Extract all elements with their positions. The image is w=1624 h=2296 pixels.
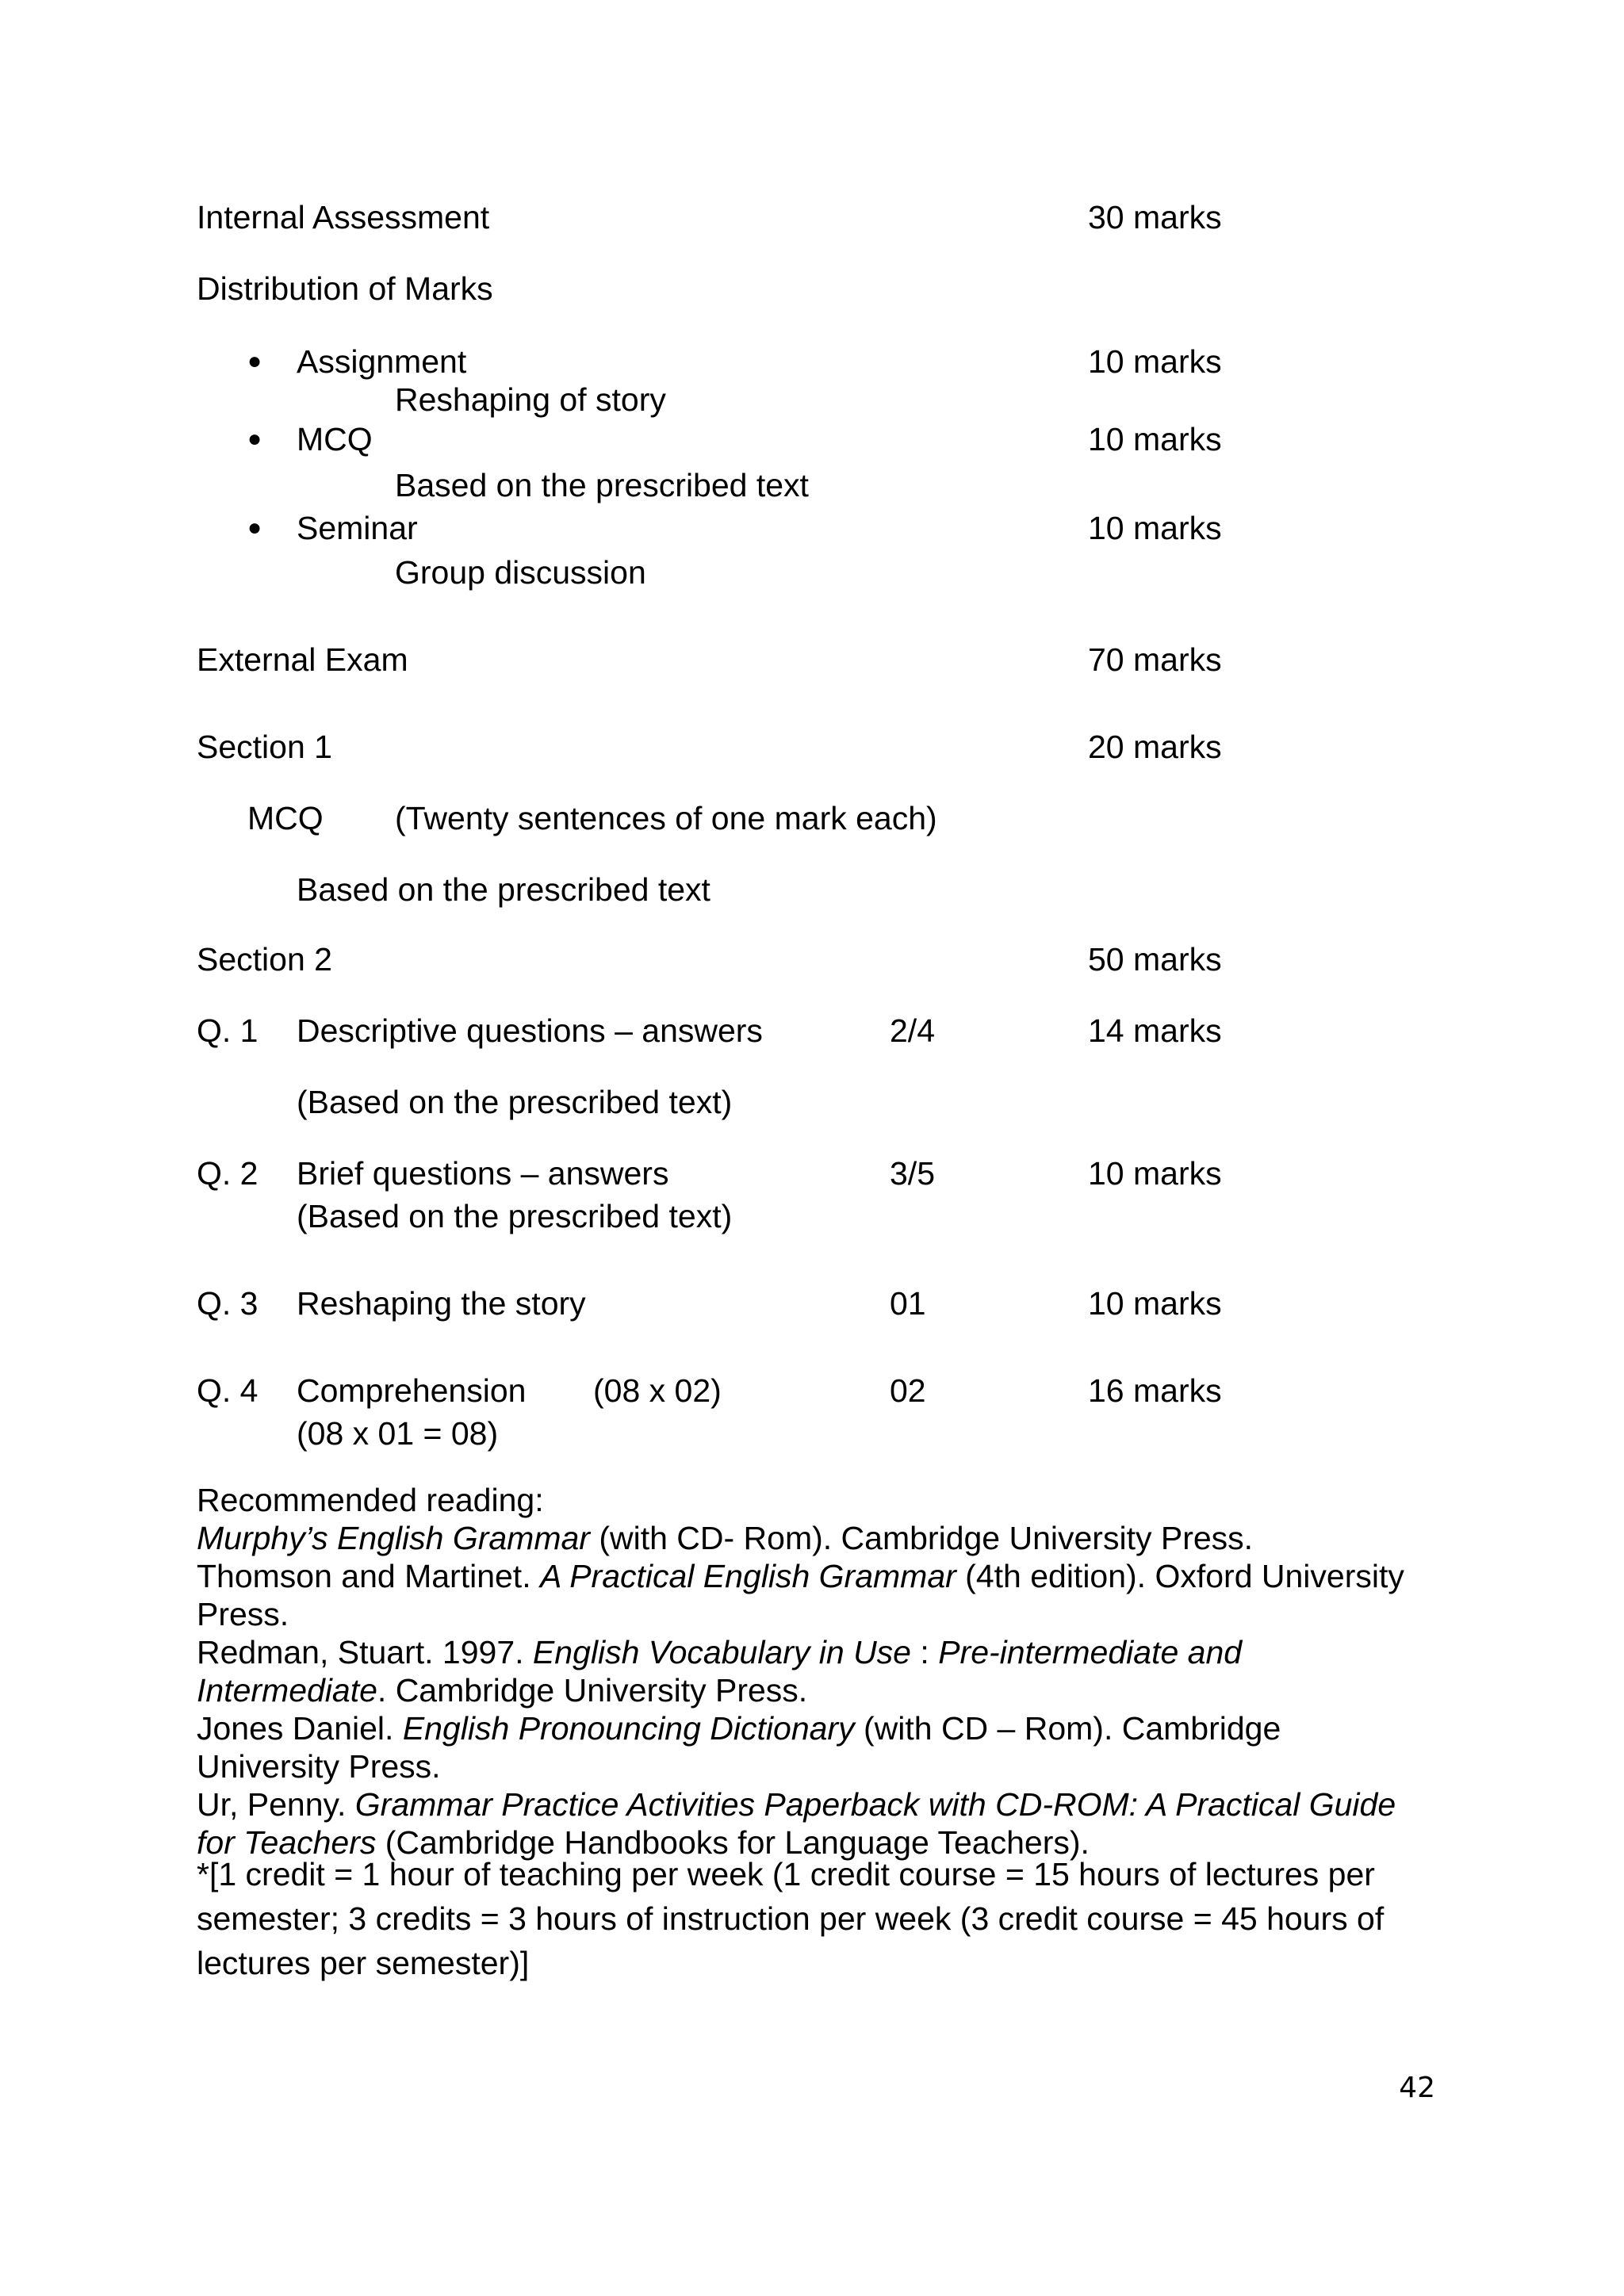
- ref3-title-b: Pre-intermediate and: [938, 1634, 1243, 1670]
- section1-title: Section 1: [197, 729, 332, 765]
- internal-assessment-marks: 30 marks: [1088, 199, 1222, 235]
- q4-count: 02: [890, 1372, 926, 1409]
- ref4-title: English Pronouncing Dictionary: [402, 1710, 855, 1747]
- q1-sub: (Based on the prescribed text): [297, 1084, 733, 1120]
- bullet-icon: ●: [247, 426, 262, 452]
- section2-title: Section 2: [197, 941, 332, 978]
- ref4-cont: University Press.: [197, 1748, 441, 1785]
- mcq-marks: 10 marks: [1088, 421, 1222, 457]
- credit-note: [197, 1852, 1434, 1985]
- external-exam-marks: 70 marks: [1088, 641, 1222, 678]
- q4-sub: (08 x 01 = 08): [297, 1415, 499, 1452]
- bullet-icon: ●: [247, 348, 262, 374]
- q2-number: Q. 2: [197, 1155, 259, 1192]
- assignment-label: Assignment: [297, 343, 467, 380]
- section2-marks: 50 marks: [1088, 941, 1222, 978]
- recommended-reading: [197, 1481, 1434, 1862]
- q3-count: 01: [890, 1285, 926, 1322]
- q3-marks: 10 marks: [1088, 1285, 1222, 1322]
- ref3-rest: . Cambridge University Press.: [377, 1672, 808, 1709]
- bullet-icon: ●: [247, 515, 262, 541]
- q4-extra: (08 x 02): [593, 1372, 722, 1409]
- ref3-title-a: English Vocabulary in Use: [532, 1634, 911, 1670]
- ref5-title-b: for Teachers: [197, 1824, 377, 1861]
- q2-sub: (Based on the prescribed text): [297, 1198, 733, 1234]
- credit-line-1: *[1 credit = 1 hour of teaching per week (1 credit course = 15 hours of lectures per: [197, 1856, 1375, 1892]
- q1-number: Q. 1: [197, 1012, 259, 1049]
- assignment-sub: Reshaping of story: [395, 381, 666, 418]
- ref4-pre: Jones Daniel.: [197, 1710, 403, 1747]
- mcq-sub: Based on the prescribed text: [395, 467, 809, 503]
- seminar-label: Seminar: [297, 510, 418, 546]
- ref3-pre: Redman, Stuart. 1997.: [197, 1634, 533, 1670]
- section1-mcq-desc: (Twenty sentences of one mark each): [395, 800, 937, 836]
- reference-3: [197, 1633, 1434, 1671]
- ref1-title: Murphy’s English Grammar: [197, 1520, 590, 1556]
- reference-3-cont: [197, 1671, 1434, 1709]
- credit-line-2: semester; 3 credits = 3 hours of instruction per week (3 credit course = 45 hours of: [197, 1900, 1385, 1937]
- q2-marks: 10 marks: [1088, 1155, 1222, 1192]
- ref3-title-c: Intermediate: [197, 1672, 377, 1709]
- reference-2: [197, 1557, 1434, 1595]
- seminar-marks: 10 marks: [1088, 510, 1222, 546]
- external-exam-title: External Exam: [197, 641, 408, 678]
- seminar-sub: Group discussion: [395, 554, 646, 591]
- ref1-rest: (with CD- Rom). Cambridge University Press.: [589, 1520, 1254, 1556]
- q4-number: Q. 4: [197, 1372, 259, 1409]
- q3-text: Reshaping the story: [297, 1285, 586, 1322]
- section1-mcq-sub: Based on the prescribed text: [297, 871, 710, 908]
- assignment-marks: 10 marks: [1088, 343, 1222, 380]
- ref2-pre: Thomson and Martinet.: [197, 1558, 540, 1594]
- q1-count: 2/4: [890, 1012, 935, 1049]
- credit-line-3: lectures per semester)]: [197, 1945, 530, 1981]
- reading-heading: Recommended reading:: [197, 1482, 544, 1518]
- reference-5: [197, 1785, 1434, 1823]
- q4-marks: 16 marks: [1088, 1372, 1222, 1409]
- ref2-cont: Press.: [197, 1596, 289, 1632]
- q2-count: 3/5: [890, 1155, 935, 1192]
- internal-assessment-title: Internal Assessment: [197, 199, 490, 235]
- q1-text: Descriptive questions – answers: [297, 1012, 763, 1049]
- section1-mcq-label: MCQ: [247, 800, 324, 836]
- mcq-label: MCQ: [297, 421, 373, 457]
- ref2-title: A Practical English Grammar: [539, 1558, 956, 1594]
- reference-1: [197, 1519, 1434, 1557]
- page-number: 42: [1399, 2072, 1435, 2104]
- ref3-mid: :: [911, 1634, 939, 1670]
- ref5-title-a: Grammar Practice Activities Paperback with CD-ROM: A Practical Guide: [354, 1786, 1396, 1823]
- distribution-heading: Distribution of Marks: [197, 270, 493, 307]
- ref2-rest: (4th edition). Oxford University: [956, 1558, 1404, 1594]
- section1-marks: 20 marks: [1088, 729, 1222, 765]
- q1-marks: 14 marks: [1088, 1012, 1222, 1049]
- reference-4: [197, 1709, 1434, 1747]
- q2-text: Brief questions – answers: [297, 1155, 669, 1192]
- q3-number: Q. 3: [197, 1285, 259, 1322]
- ref4-rest: (with CD – Rom). Cambridge: [854, 1710, 1281, 1747]
- q4-text: Comprehension: [297, 1372, 527, 1409]
- ref5-rest: (Cambridge Handbooks for Language Teachers).: [376, 1824, 1090, 1861]
- ref5-pre: Ur, Penny.: [197, 1786, 355, 1823]
